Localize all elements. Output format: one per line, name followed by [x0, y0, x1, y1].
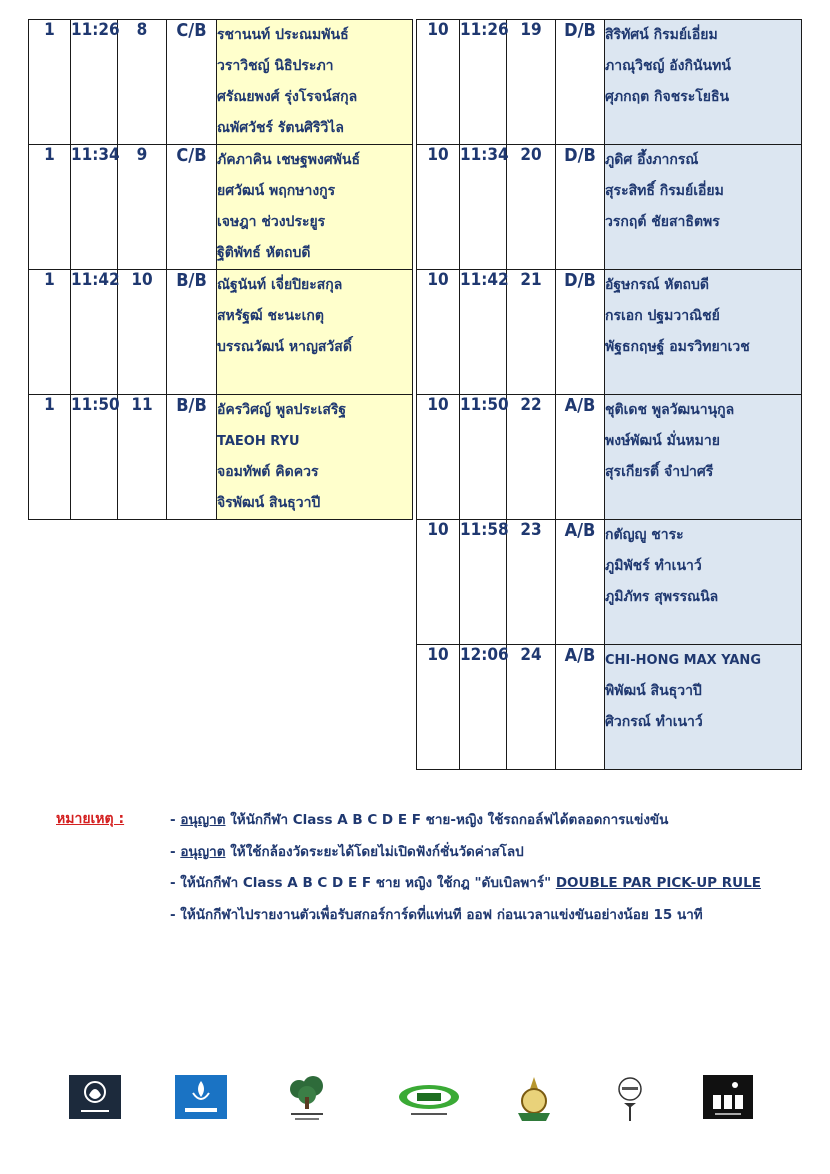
note-line-2 [170, 840, 524, 862]
group-cell: 22 [507, 395, 556, 520]
class-cell: D/B [556, 270, 605, 395]
players-cell [605, 20, 802, 145]
hole-cell: 10 [417, 20, 460, 145]
player-name: TAEOH RYU [217, 434, 300, 449]
note-line-1 [170, 808, 668, 830]
hole-cell: 1 [29, 395, 71, 520]
player-name: วราวิชญ์ นิธิประภา [217, 58, 334, 74]
hole-cell: 10 [417, 145, 460, 270]
player-name: ภาณุวิชญ์ อังกินันทน์ [605, 58, 731, 74]
class-cell: B/B [167, 270, 217, 395]
note-prefix: - [170, 812, 181, 828]
lion-emblem-logo [69, 1075, 121, 1123]
gtt-logo [703, 1075, 753, 1123]
players-cell [605, 645, 802, 770]
players-cell [217, 20, 413, 145]
player-name: วรกฤต์ ชัยสาธิตพร [605, 214, 720, 230]
note-allow: อนุญาต [180, 812, 226, 828]
player-name [605, 738, 801, 769]
time-cell: 11:34 [71, 145, 118, 270]
ulg-logo [397, 1075, 461, 1125]
pitch-logo [616, 1075, 644, 1129]
note-line-4: - ให้นักกีฬาไปรายงานตัวเพื่อรับสกอร์การ์ดที่แท่นที ออฟ ก่อนเวลาแข่งขันอย่างน้อย 15 นาที [170, 907, 703, 923]
table-row [29, 20, 413, 145]
notes-label: หมายเหตุ : [56, 811, 125, 827]
note-allow: อนุญาต [180, 844, 226, 860]
group-cell: 8 [118, 20, 167, 145]
time-cell: 11:26 [71, 20, 118, 145]
table-row [417, 20, 802, 145]
player-name: กตัญญู ชาระ [605, 527, 684, 543]
group-cell: 10 [118, 270, 167, 395]
hole-cell: 1 [29, 20, 71, 145]
player-name: จิรพัฒน์ สินธุวาปี [217, 495, 321, 511]
player-name: ภูดิศ อึ้งภากรณ์ [605, 152, 699, 168]
class-cell: C/B [167, 20, 217, 145]
player-name: รชานนท์ ประณมพันธ์ [217, 27, 349, 43]
player-name [605, 363, 801, 394]
player-name: CHI-HONG MAX YANG [605, 653, 761, 668]
table-row [29, 145, 413, 270]
players-cell [605, 520, 802, 645]
player-name: ศุภกฤต กิจชระโยธิน [605, 89, 730, 105]
table-row [417, 520, 802, 645]
time-cell: 11:42 [460, 270, 507, 395]
player-name: ภัคภาคิน เชษฐพงศพันธ์ [217, 152, 361, 168]
player-name: จอมทัพต์ คิดควร [217, 464, 319, 480]
sponsor-logos [0, 1075, 830, 1135]
player-name: เจษฎา ช่วงประยูร [217, 214, 326, 230]
hole-cell: 1 [29, 145, 71, 270]
class-cell: B/B [167, 395, 217, 520]
player-name: สิริทัศน์ กิรมย์เอี่ยม [605, 27, 718, 43]
player-name: พงษ์พัฒน์ มั่นหมาย [605, 433, 720, 449]
player-name [605, 238, 801, 269]
player-name: อัฐษกรณ์ หัตถบดี [605, 277, 709, 293]
player-name: ภูมิพัชร์ ทำเนาว์ [605, 558, 702, 574]
players-cell [605, 145, 802, 270]
group-cell: 11 [118, 395, 167, 520]
table-row [29, 270, 413, 395]
table-row [417, 270, 802, 395]
player-name: พัฐธกฤษฐ์ อมรวิทยาเวช [605, 339, 750, 355]
players-cell [217, 270, 413, 395]
note-line-3 [170, 871, 761, 893]
note-text: - ให้นักกีฬา Class A B C D E F ชาย หญิง ใช้กฎ "ดับเบิลพาร์" [170, 875, 556, 891]
player-name: พิพัฒน์ สินธุวาปี [605, 683, 702, 699]
time-cell: 11:58 [460, 520, 507, 645]
table-row [417, 395, 802, 520]
time-cell: 11:50 [71, 395, 118, 520]
royal-hua-hin-tree-logo [283, 1075, 331, 1129]
left-tee-table [28, 19, 413, 520]
player-name: ศิวกรณ์ ทำเนาว์ [605, 714, 703, 730]
crest-logo [512, 1075, 556, 1129]
class-cell: A/B [556, 395, 605, 520]
time-cell: 11:34 [460, 145, 507, 270]
players-cell [605, 395, 802, 520]
hole-cell: 10 [417, 270, 460, 395]
group-cell: 21 [507, 270, 556, 395]
group-cell: 20 [507, 145, 556, 270]
player-name: ภูมิภัทร สุพรรณนิล [605, 589, 719, 605]
note-text: ให้ใช้กล้องวัดระยะได้โดยไม่เปิดฟังก์ชั่นวัดค่าสโลป [225, 844, 524, 860]
note-prefix: - [170, 844, 181, 860]
group-cell: 19 [507, 20, 556, 145]
player-name: ฐิติพัทธ์ หัตถบดี [217, 245, 311, 261]
hole-cell: 10 [417, 645, 460, 770]
player-name: บรรณวัฒน์ หาญสวัสดิ์ [217, 339, 352, 355]
note-text: ให้นักกีฬา Class A B C D E F ชาย-หญิง ใช้รถกอล์ฟได้ตลอดการแข่งขัน [225, 812, 669, 828]
players-cell [217, 395, 413, 520]
time-cell: 11:42 [71, 270, 118, 395]
player-name: ณัฐนันท์ เจี่ยปิยะสกุล [217, 277, 343, 293]
table-row [417, 645, 802, 770]
players-cell [217, 145, 413, 270]
player-name: ณพัศวัชร์ รัตนศิริวิไล [217, 120, 344, 136]
player-name [605, 113, 801, 144]
group-cell: 24 [507, 645, 556, 770]
player-name [605, 488, 801, 519]
table-row [417, 145, 802, 270]
players-cell [605, 270, 802, 395]
table-row [29, 395, 413, 520]
player-name: สุรเกียรติ์ จำปาศรี [605, 464, 714, 480]
player-name [217, 363, 412, 394]
player-name: สุระสิทธิ์ กิรมย์เอี่ยม [605, 183, 724, 199]
hole-cell: 10 [417, 395, 460, 520]
right-tee-table [416, 19, 802, 770]
time-cell: 11:50 [460, 395, 507, 520]
player-name: สหรัฐฒ์ ชะนะเกตุ [217, 308, 325, 324]
class-cell: C/B [167, 145, 217, 270]
hole-cell: 1 [29, 270, 71, 395]
double-par-rule: DOUBLE PAR PICK-UP RULE [555, 875, 761, 891]
player-name: อัครวิศญ์ พูลประเสริฐ [217, 402, 347, 418]
class-cell: A/B [556, 520, 605, 645]
player-name: ชุติเดช พูลวัฒนานุกูล [605, 402, 735, 418]
namthip-logo [175, 1075, 227, 1123]
player-name: กรเอก ปฐมวาณิชย์ [605, 308, 720, 324]
class-cell: D/B [556, 145, 605, 270]
class-cell: D/B [556, 20, 605, 145]
group-cell: 9 [118, 145, 167, 270]
player-name: ศรัณยพงศ์ รุ่งโรจน์สกุล [217, 89, 358, 105]
time-cell: 11:26 [460, 20, 507, 145]
player-name: ยศวัฒน์ พฤกษางกูร [217, 183, 336, 199]
group-cell: 23 [507, 520, 556, 645]
class-cell: A/B [556, 645, 605, 770]
player-name [605, 613, 801, 644]
time-cell: 12:06 [460, 645, 507, 770]
hole-cell: 10 [417, 520, 460, 645]
